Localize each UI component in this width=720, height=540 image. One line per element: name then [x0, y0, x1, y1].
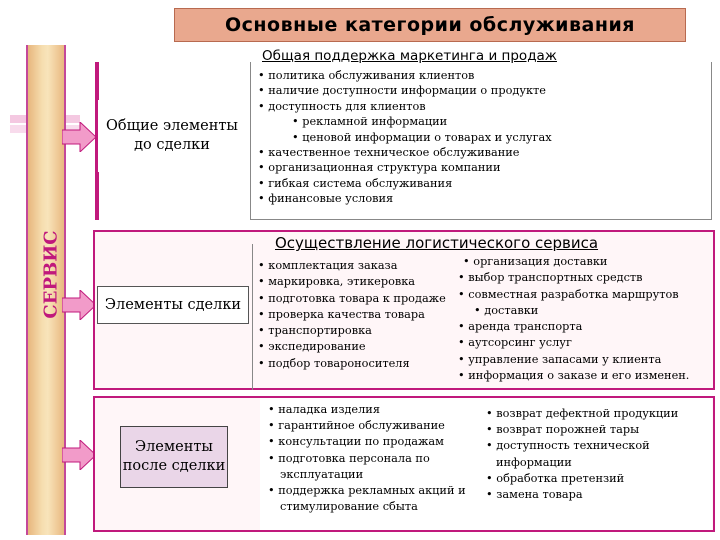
sale-right-list: [458, 254, 689, 384]
list-item: • возврат порожней тары: [486, 422, 678, 438]
service-label: СЕРВИС: [40, 229, 62, 319]
post-sale-left-list: [268, 402, 466, 515]
list-item: • подготовка персонала по: [268, 451, 466, 467]
post-sale-right-list: [486, 406, 678, 503]
list-item: • рекламной информации: [258, 114, 552, 129]
list-item: • совместная разработка маршрутов: [458, 287, 689, 303]
pre-sale-label: Общие элементы до сделки: [98, 100, 246, 172]
list-item: • замена товара: [486, 487, 678, 503]
list-item: • проверка качества товара: [258, 307, 446, 323]
list-item: • возврат дефектной продукции: [486, 406, 678, 422]
sale-label: Элементы сделки: [97, 286, 249, 324]
list-item: • организационная структура компании: [258, 160, 552, 175]
list-item: • качественное техническое обслуживание: [258, 145, 552, 160]
arrow-right-icon: [62, 290, 96, 320]
list-item: • подбор товароносителя: [258, 356, 446, 372]
list-item: • маркировка, этикеровка: [258, 274, 446, 290]
list-item: • финансовые условия: [258, 191, 552, 206]
list-item: • аутсорсинг услуг: [458, 335, 689, 351]
list-item: • гарантийное обслуживание: [268, 418, 466, 434]
list-item: • доступность для клиентов: [258, 99, 552, 114]
pre-sale-heading: Общая поддержка маркетинга и продаж: [262, 48, 557, 64]
list-item: • наладка изделия: [268, 402, 466, 418]
list-item: эксплуатации: [280, 467, 364, 481]
list-item: • организация доставки: [458, 254, 689, 270]
list-item: • политика обслуживания клиентов: [258, 68, 552, 83]
list-item: • управление запасами у клиента: [458, 352, 689, 368]
list-item: • гибкая система обслуживания: [258, 176, 552, 191]
list-item: • доставки: [458, 303, 689, 319]
post-sale-label: Элементы после сделки: [120, 426, 228, 488]
list-item: • подготовка товара к продаже: [258, 291, 446, 307]
sale-heading: Осуществление логистического сервиса: [275, 234, 599, 252]
list-item: • информация о заказе и его изменен.: [458, 368, 689, 384]
list-item: • транспортировка: [258, 323, 446, 339]
list-item: • консультации по продажам: [268, 434, 466, 450]
list-item: информации: [496, 455, 572, 469]
list-item: • наличие доступности информации о продукте: [258, 83, 552, 98]
list-item: • ценовой информации о товарах и услугах: [258, 130, 552, 145]
list-item: • экспедирование: [258, 339, 446, 355]
list-item: • обработка претензий: [486, 471, 678, 487]
pre-sale-list: [258, 68, 552, 207]
list-item: • выбор транспортных средств: [458, 270, 689, 286]
list-item: • аренда транспорта: [458, 319, 689, 335]
sale-left-list: [258, 258, 446, 372]
list-item: • комплектация заказа: [258, 258, 446, 274]
list-item: • поддержка рекламных акций и: [268, 483, 466, 499]
list-item: стимулирование сбыта: [280, 500, 418, 514]
diagram-title: Основные категории обслуживания: [174, 8, 686, 42]
arrow-right-icon: [62, 122, 96, 152]
list-item: • доступность технической: [486, 438, 678, 454]
arrow-right-icon: [62, 440, 96, 470]
